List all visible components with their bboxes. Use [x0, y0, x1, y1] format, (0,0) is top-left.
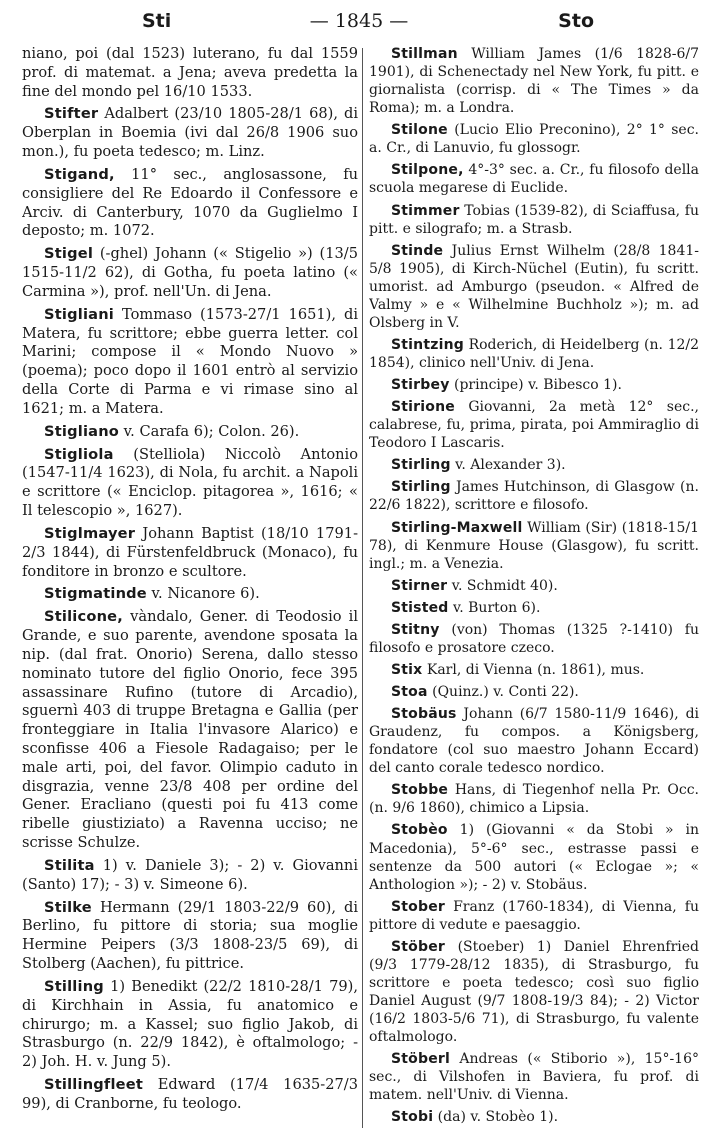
entry-text: v. Carafa 6); Colon. 26). [123, 422, 300, 440]
entry-text: Johann (6/7 1580-11/9 1646), di Graudenz, fu compos. a Königsberg, fondatore (col suo maestro Johann Eccard) del canto corale tedesco nordico. [369, 706, 699, 777]
entry-text: William James (1/6 1828-6/7 1901), di Schenectady nel New York, fu pitt. e giornalista (corrisp. di « The Times » da Roma); m. a Londra. [369, 46, 699, 117]
entry-headword: Stirione [391, 399, 455, 416]
dictionary-entry [369, 1108, 699, 1126]
entry-headword: Stix [391, 661, 423, 678]
entry-text: (-ghel) Johann (« Stigelio ») (13/5 1515-11/2 62), di Gotha, fu poeta latino (« Carmina »), prof. nell'Un. di Jena. [22, 245, 358, 300]
entry-text: (da) v. Stobèo 1). [437, 1109, 559, 1126]
entry-headword: Stigand, [44, 165, 115, 183]
entry-text: Adalbert (23/10 1805-28/1 68), di Oberplan in Boemia (ivi dal 26/8 1906 suo mon.), fu poeta tedesco; m. Linz. [22, 105, 358, 161]
entry-text: Hermann (29/1 1803-22/9 60), di Berlino, fu pittore di storia; sua moglie Hermine Peipers (3/3 1808-23/5 69), di Stolberg (Aachen), fu pittrice. [22, 898, 358, 973]
page-header [0, 0, 718, 40]
entry-text: (Stelliola) Niccolò Antonio (1547-11/4 1623), di Nola, fu archit. a Napoli e scrittore (« Enciclop. pitagorea », 1616; « Il telescopio », 1627). [22, 445, 358, 520]
dictionary-entry [22, 525, 358, 581]
dictionary-entry [369, 1050, 699, 1104]
entry-headword: Stigliano [44, 422, 120, 440]
entry-text: (principe) v. Bibesco 1). [453, 377, 622, 394]
dictionary-entry [369, 705, 699, 777]
dictionary-entry [369, 478, 699, 514]
entry-headword: Stiglmayer [44, 524, 136, 542]
dictionary-entry [22, 245, 358, 301]
dictionary-entry [22, 585, 358, 604]
entry-headword: Stirner [391, 577, 448, 594]
header-right-guide-word: Sto [558, 10, 594, 32]
entry-headword: Stillman [391, 46, 458, 62]
entry-headword: Stigel [44, 245, 94, 263]
entry-text: 4°-3° sec. a. Cr., fu filosofo della scuola megarese di Euclide. [369, 162, 699, 197]
right-column [369, 45, 699, 1130]
entry-text: Tobias (1539-82), di Sciaffusa, fu pitt. e silografo; m. a Strasb. [369, 202, 699, 237]
entry-headword: Stilke [44, 898, 92, 916]
entry-headword: Stobäus [391, 706, 457, 723]
entry-text: v. Schmidt 40). [451, 577, 558, 594]
entry-headword: Stirling-Maxwell [391, 519, 523, 536]
entry-headword: Stober [391, 898, 446, 915]
entry-headword: Stillingfleet [44, 1076, 144, 1094]
entry-text: Karl, di Vienna (n. 1861), mus. [426, 661, 645, 678]
entry-text: Johann Baptist (18/10 1791-2/3 1844), di Fürstenfeldbruck (Monaco), fu fonditore in bronzo e scultore. [22, 524, 358, 580]
page-number: — 1845 — [309, 10, 409, 32]
dictionary-entry [22, 978, 358, 1072]
entry-text: 11° sec., anglosassone, fu consigliere del Re Edoardo il Confessore e Arciv. di Canterbury, 1070 da Guglielmo I deposto; m. 1072. [22, 165, 358, 240]
dictionary-entry [22, 105, 358, 161]
dictionary-entry [22, 608, 358, 853]
entry-text: Tommaso (1573-27/1 1651), di Matera, fu scrittore; ebbe guerra letter. col Marini; compose il « Mondo Nuovo » (poema); poco dopo il 1601 entrò al servizio della Corte di Parma e vi rimase sino al 1621; m. a Matera. [22, 305, 358, 417]
dictionary-entry [22, 1076, 358, 1114]
entry-headword: Stifter [44, 105, 99, 123]
entry-headword: Stisted [391, 599, 449, 616]
entry-text: v. Nicanore 6). [151, 585, 260, 603]
dictionary-entry [369, 938, 699, 1046]
dictionary-entry [369, 519, 699, 573]
entry-headword: Stöber [391, 938, 446, 955]
entry-headword: Stilling [44, 977, 104, 995]
entry-headword: Stoa [391, 684, 428, 700]
column-divider [362, 48, 363, 1128]
entry-text: (Lucio Elio Preconino), 2° 1° sec. a. Cr., di Lanuvio, fu glossogr. [369, 122, 699, 157]
entry-text: vàndalo, Gener. di Teodosio il Grande, e suo parente, avendone sposata la nip. (dal frat. Onorio) Serena, dallo stesso nominato tutore del figlio Onorio, fece 395 assassinare Rufino (tutore di Arcadio), sguernì 403 di truppe Bretagna e Gallia (per fronteggiare in Italia l'invasore Alarico) e sconfisse 406 a Fiesole Radagaiso; per le male arti, poi, del favor. Olimpio caduto in disgrazia, venne 23/8 408 per ordine del Gener. Eracliano (questi poi fu 413 come ribelle giustiziato) a Ravenna ucciso; ne scrisse Schulze. [22, 608, 358, 852]
header-left-guide-word: Sti [142, 10, 172, 32]
entry-text: (Stoeber) 1) Daniel Ehrenfried (9/3 1779-28/12 1835), di Strasburgo, fu scrittore e poeta tedesco; così suo figlio Daniel August (9/7 1808-19/3 84); - 2) Victor (16/2 1803-5/6 71), di Strasburgo, fu valente oftalmologo. [369, 938, 699, 1046]
entry-text: 1) (Giovanni « da Stobi » in Macedonia), 5°-6° sec., estrasse passi e sentenze da 500 autori (« Eclogae »; « Anthologion »); - 2) v. Stobäus. [369, 822, 699, 893]
entry-headword: Stintzing [391, 336, 464, 353]
entry-headword: Stirbey [391, 377, 450, 394]
entry-headword: Stimmer [391, 202, 460, 219]
entry-headword: Stirling [391, 479, 451, 496]
dictionary-entry [369, 683, 699, 701]
dictionary-entry [369, 202, 699, 238]
dictionary-entry [22, 45, 358, 101]
entry-headword: Stigliani [44, 305, 114, 323]
entry-headword: Stilpone, [391, 162, 464, 179]
entry-text: 1) Benedikt (22/2 1810-28/1 79), di Kirchhain in Assia, fu anatomico e chirurgo; m. a Kassel; suo figlio Jakob, di Strasburgo (n. 22/9 1842), è oftalmologo; - 2) Joh. H. v. Jung 5). [22, 977, 358, 1071]
left-column [22, 45, 358, 1130]
dictionary-entry [22, 857, 358, 895]
entry-headword: Stirling [391, 457, 451, 474]
dictionary-entry [369, 456, 699, 474]
entry-text: Andreas (« Stiborio »), 15°-16° sec., di Vilshofen in Baviera, fu prof. di matem. nell'Univ. di Vienna. [369, 1051, 699, 1104]
entry-text: William (Sir) (1818-15/1 78), di Kenmure House (Glasgow), fu scritt. ingl.; m. a Venezia. [369, 519, 699, 572]
entry-text: Julius Ernst Wilhelm (28/8 1841-5/8 1905), di Kirch-Nüchel (Eutin), fu scritt. umorist. ad Amburgo (pseudon. « Alfred de Valmy » e « Wilhelmine Buchholz »); m. ad Olsberg in V. [369, 242, 699, 331]
entry-text: (von) Thomas (1325 ?-1410) fu filosofo e prosatore czeco. [369, 621, 699, 656]
dictionary-entry [369, 821, 699, 893]
entry-headword: Stilicone, [44, 608, 124, 626]
entry-text: 1) v. Daniele 3); - 2) v. Giovanni (Santo) 17); - 3) v. Simeone 6). [22, 856, 358, 893]
dictionary-entry [22, 166, 358, 241]
dictionary-entry [369, 242, 699, 332]
entry-headword: Stigliola [44, 445, 114, 463]
entry-text: v. Alexander 3). [455, 457, 566, 474]
dictionary-entry [369, 45, 699, 117]
entry-text: Edward (17/4 1635-27/3 99), di Cranborne, fu teologo. [22, 1076, 358, 1112]
dictionary-entry [369, 599, 699, 617]
dictionary-entry [369, 661, 699, 679]
entry-text: Giovanni, 2a metà 12° sec., calabrese, fu, prima, pirata, poi Ammiraglio di Teodoro I Lascaris. [369, 399, 699, 452]
dictionary-entry [369, 161, 699, 197]
entry-text: (Quinz.) v. Conti 22). [432, 684, 579, 700]
entry-text: James Hutchinson, di Glasgow (n. 22/6 1822), scrittore e filosofo. [369, 479, 699, 514]
dictionary-entry [22, 306, 358, 419]
dictionary-entry [369, 336, 699, 372]
entry-headword: Stöberl [391, 1051, 451, 1068]
entry-headword: Stitny [391, 621, 440, 638]
dictionary-entry [369, 898, 699, 934]
dictionary-entry [369, 781, 699, 817]
entry-headword: Stinde [391, 242, 444, 259]
entry-headword: Stigmatinde [44, 585, 147, 603]
entry-headword: Stobbe [391, 782, 449, 799]
entry-text: v. Burton 6). [452, 599, 541, 616]
entry-headword: Stobi [391, 1109, 434, 1126]
entry-text: Franz (1760-1834), di Vienna, fu pittore di vedute e paesaggio. [369, 898, 699, 933]
dictionary-entry [369, 121, 699, 157]
entry-text: Hans, di Tiegenhof nella Pr. Occ. (n. 9/6 1860), chimico a Lipsia. [369, 782, 699, 817]
entry-headword: Stilita [44, 856, 95, 874]
dictionary-entry [22, 423, 358, 442]
entry-headword: Stobèo [391, 822, 448, 839]
dictionary-entry [369, 398, 699, 452]
dictionary-entry [369, 621, 699, 657]
entry-text: Roderich, di Heidelberg (n. 12/2 1854), clinico nell'Univ. di Jena. [369, 336, 699, 371]
dictionary-entry [369, 376, 699, 394]
dictionary-entry [369, 577, 699, 595]
entry-text: niano, poi (dal 1523) luterano, fu dal 1559 prof. di matemat. a Jena; aveva predetta la fine del mondo pel 16/10 1533. [22, 45, 358, 100]
entry-headword: Stilone [391, 122, 448, 139]
dictionary-entry [22, 899, 358, 974]
dictionary-entry [22, 446, 358, 521]
